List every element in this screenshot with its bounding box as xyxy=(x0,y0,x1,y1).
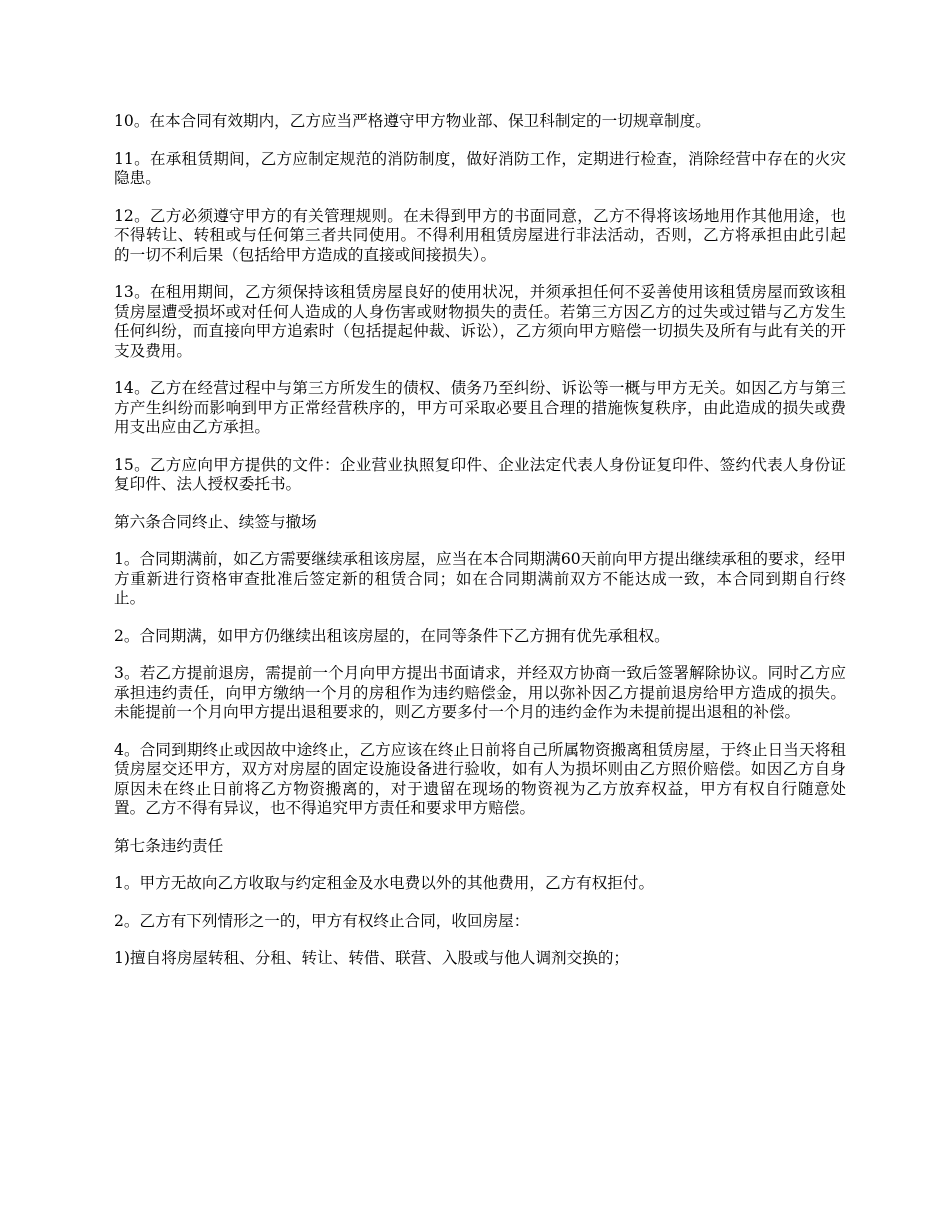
article-7-clause-1: 1。甲方无故向乙方收取与约定租金及水电费以外的其他费用，乙方有权拒付。 xyxy=(114,874,655,892)
article-7-heading: 第七条违约责任 xyxy=(114,836,224,855)
document-page xyxy=(114,112,846,987)
article-6-clause-3: 3。若乙方提前退房，需提前一个月向甲方提出书面请求，并经双方协商一致后签署解除协议。同时乙方应承担违约责任，向甲方缴纳一个月的房租作为违约赔偿金，用以弥补因乙方提前退房给甲方造成的损失。未能提前一个月向甲方提出退租要求的，则乙方要多付一个月的违约金作为未提前提出退租的补偿。 xyxy=(114,664,846,721)
article-6-clause-2: 2。合同期满，如甲方仍继续出租该房屋的，在同等条件下乙方拥有优先承租权。 xyxy=(114,626,670,645)
article-6-clause-1: 1。合同期满前，如乙方需要继续承租该房屋，应当在本合同期满60天前向甲方提出继续承租的要求，经甲方重新进行资格审查批准后签定新的租赁合同；如在合同期满前双方不能达成一致，本合同到期自行终止。 xyxy=(114,550,846,607)
article-7-clause-2: 2。乙方有下列情形之一的，甲方有权终止合同，收回房屋： xyxy=(114,911,530,930)
clause-11: 11。在承租赁期间，乙方应制定规范的消防制度，做好消防工作，定期进行检查，消除经营中存在的火灾隐患。 xyxy=(114,149,846,187)
article-6-heading: 第六条合同终止、续签与撤场 xyxy=(114,512,317,531)
clause-12: 12。乙方必须遵守甲方的有关管理规则。在未得到甲方的书面同意，乙方不得将该场地用作其他用途，也不得转让、转租或与任何第三者共同使用。不得利用租赁房屋进行非法活动，否则，乙方将承担由此引起的一切不利后果（包括给甲方造成的直接或间接损失）。 xyxy=(114,206,846,264)
clause-10: 10。在本合同有效期内，乙方应当严格遵守甲方物业部、保卫科制定的一切规章制度。 xyxy=(114,112,711,130)
article-7-item-1: 1)擅自将房屋转租、分租、转让、转借、联营、入股或与他人调剂交换的； xyxy=(114,949,630,967)
clause-14: 14。乙方在经营过程中与第三方所发生的债权、债务乃至纠纷、诉讼等一概与甲方无关。如因乙方与第三方产生纠纷而影响到甲方正常经营秩序的，甲方可采取必要且合理的措施恢复秩序，由此造成的损失或费用支出应由乙方承担。 xyxy=(114,379,846,436)
article-6-clause-4: 4。合同到期终止或因故中途终止，乙方应该在终止日前将自己所属物资搬离租赁房屋，于终止日当天将租赁房屋交还甲方，双方对房屋的固定设施设备进行验收，如有人为损坏则由乙方照价赔偿。如因乙方自身原因未在终止日前将乙方物资搬离的，对于遗留在现场的物资视为乙方放弃权益，甲方有权自行随意处置。乙方不得有异议，也不得追究甲方责任和要求甲方赔偿。 xyxy=(114,740,846,817)
clause-15: 15。乙方应向甲方提供的文件：企业营业执照复印件、企业法定代表人身份证复印件、签约代表人身份证复印件、法人授权委托书。 xyxy=(114,455,846,493)
clause-13: 13。在租用期间，乙方须保持该租赁房屋良好的使用状况，并须承担任何不妥善使用该租赁房屋而致该租赁房屋遭受损坏或对任何人造成的人身伤害或财物损失的责任。若第三方因乙方的过失或过错与乙方发生任何纠纷，而直接向甲方追索时（包括提起仲裁、诉讼），乙方须向甲方赔偿一切损失及所有与此有关的开支及费用。 xyxy=(114,283,846,360)
